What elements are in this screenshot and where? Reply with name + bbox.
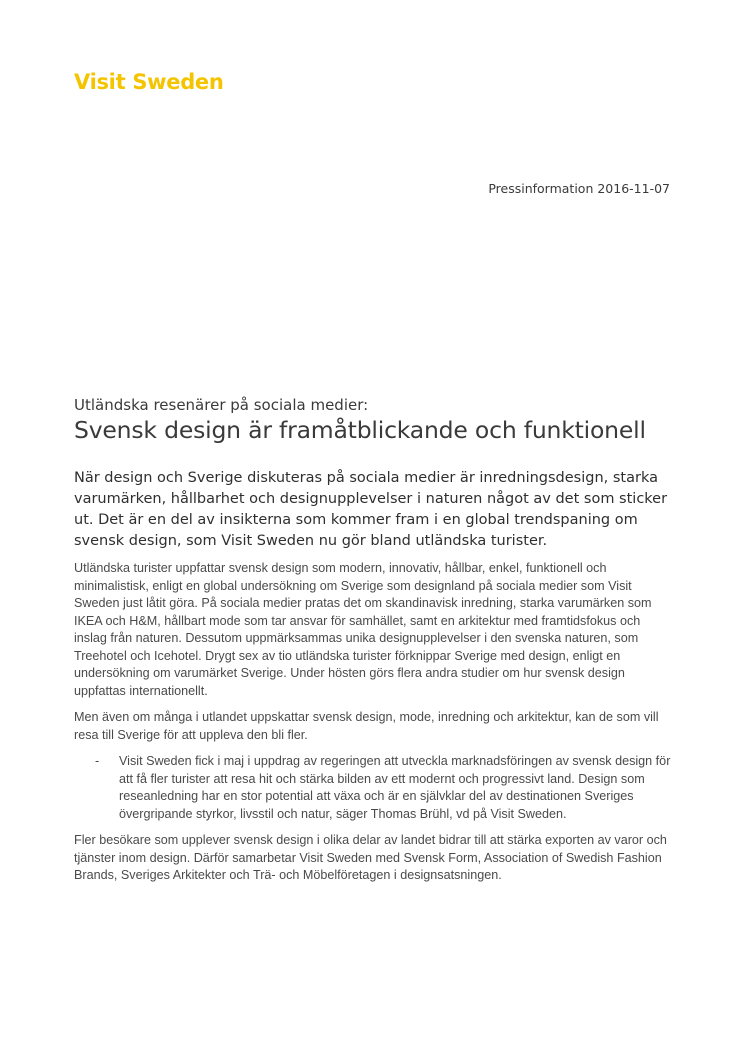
article-body [74,560,674,894]
closing-paragraph: Fler besökare som upplever svensk design i olika delar av landet bidrar till att stärka exporten av varor och tjänster inom design. Därför samarbetar Visit Sweden med Svensk Form, Association of Swedish Fashion Brands, Sveriges Arkitekter och Trä- och Möbelföretagen i designsatsningen. [74,833,667,882]
visit-sweden-logo: Visit Sweden [74,70,224,94]
article-kicker: Utländska resenärer på sociala medier: [74,396,369,414]
body-paragraph-2: Men även om många i utlandet uppskattar svensk design, mode, inredning och arkitektur, kan de som vill resa till Sverige för att uppleva den bli fler. [74,710,659,742]
quote-text: Visit Sweden fick i maj i uppdrag av regeringen att utveckla marknadsföringen av svensk design för att få fler turister att resa hit och stärka bilden av ett modernt och progressivt land. Design som reseanledning har en stor potential att växa och är en självklar del av destinationen Sveriges övergripande styrkor, livsstil och natur, säger Thomas Brühl, vd på Visit Sweden. [119,754,671,821]
body-paragraph-1: Utländska turister uppfattar svensk design som modern, innovativ, hållbar, enkel, funktionell och minimalistisk, enligt en global undersökning om Sverige som designland på sociala medier som Visit Sweden just låtit göra. På sociala medier pratas det om skandinavisk inredning, starka varumärken som IKEA och H&M, hållbart mode som tar ansvar för samhället, samt en arkitektur med framtidsfokus och inslag från naturen. Dessutom uppmärksammas unika designupplevelser i den svenska naturen, som Treehotel och Icehotel. Drygt sex av tio utländska turister förknippar Sverige med design, enligt en undersökning om varumärket Sverige. Under hösten görs flera andra studier om hur svensk design uppfattas internationellt. [74,561,652,698]
quote-block [74,753,674,823]
press-info-date: Pressinformation 2016-11-07 [488,181,670,196]
quote-dash: - [95,754,100,768]
article-lead: När design och Sverige diskuteras på sociala medier är inredningsdesign, starka varumärken, hållbarhet och designupplevelser i naturen något av det som sticker ut. Det är en del av insikterna som kommer fram i en global trendspaning om svensk design, som Visit Sweden nu gör bland utländska turister. [74,470,668,549]
article-headline: Svensk design är framåtblickande och funktionell [74,416,646,444]
